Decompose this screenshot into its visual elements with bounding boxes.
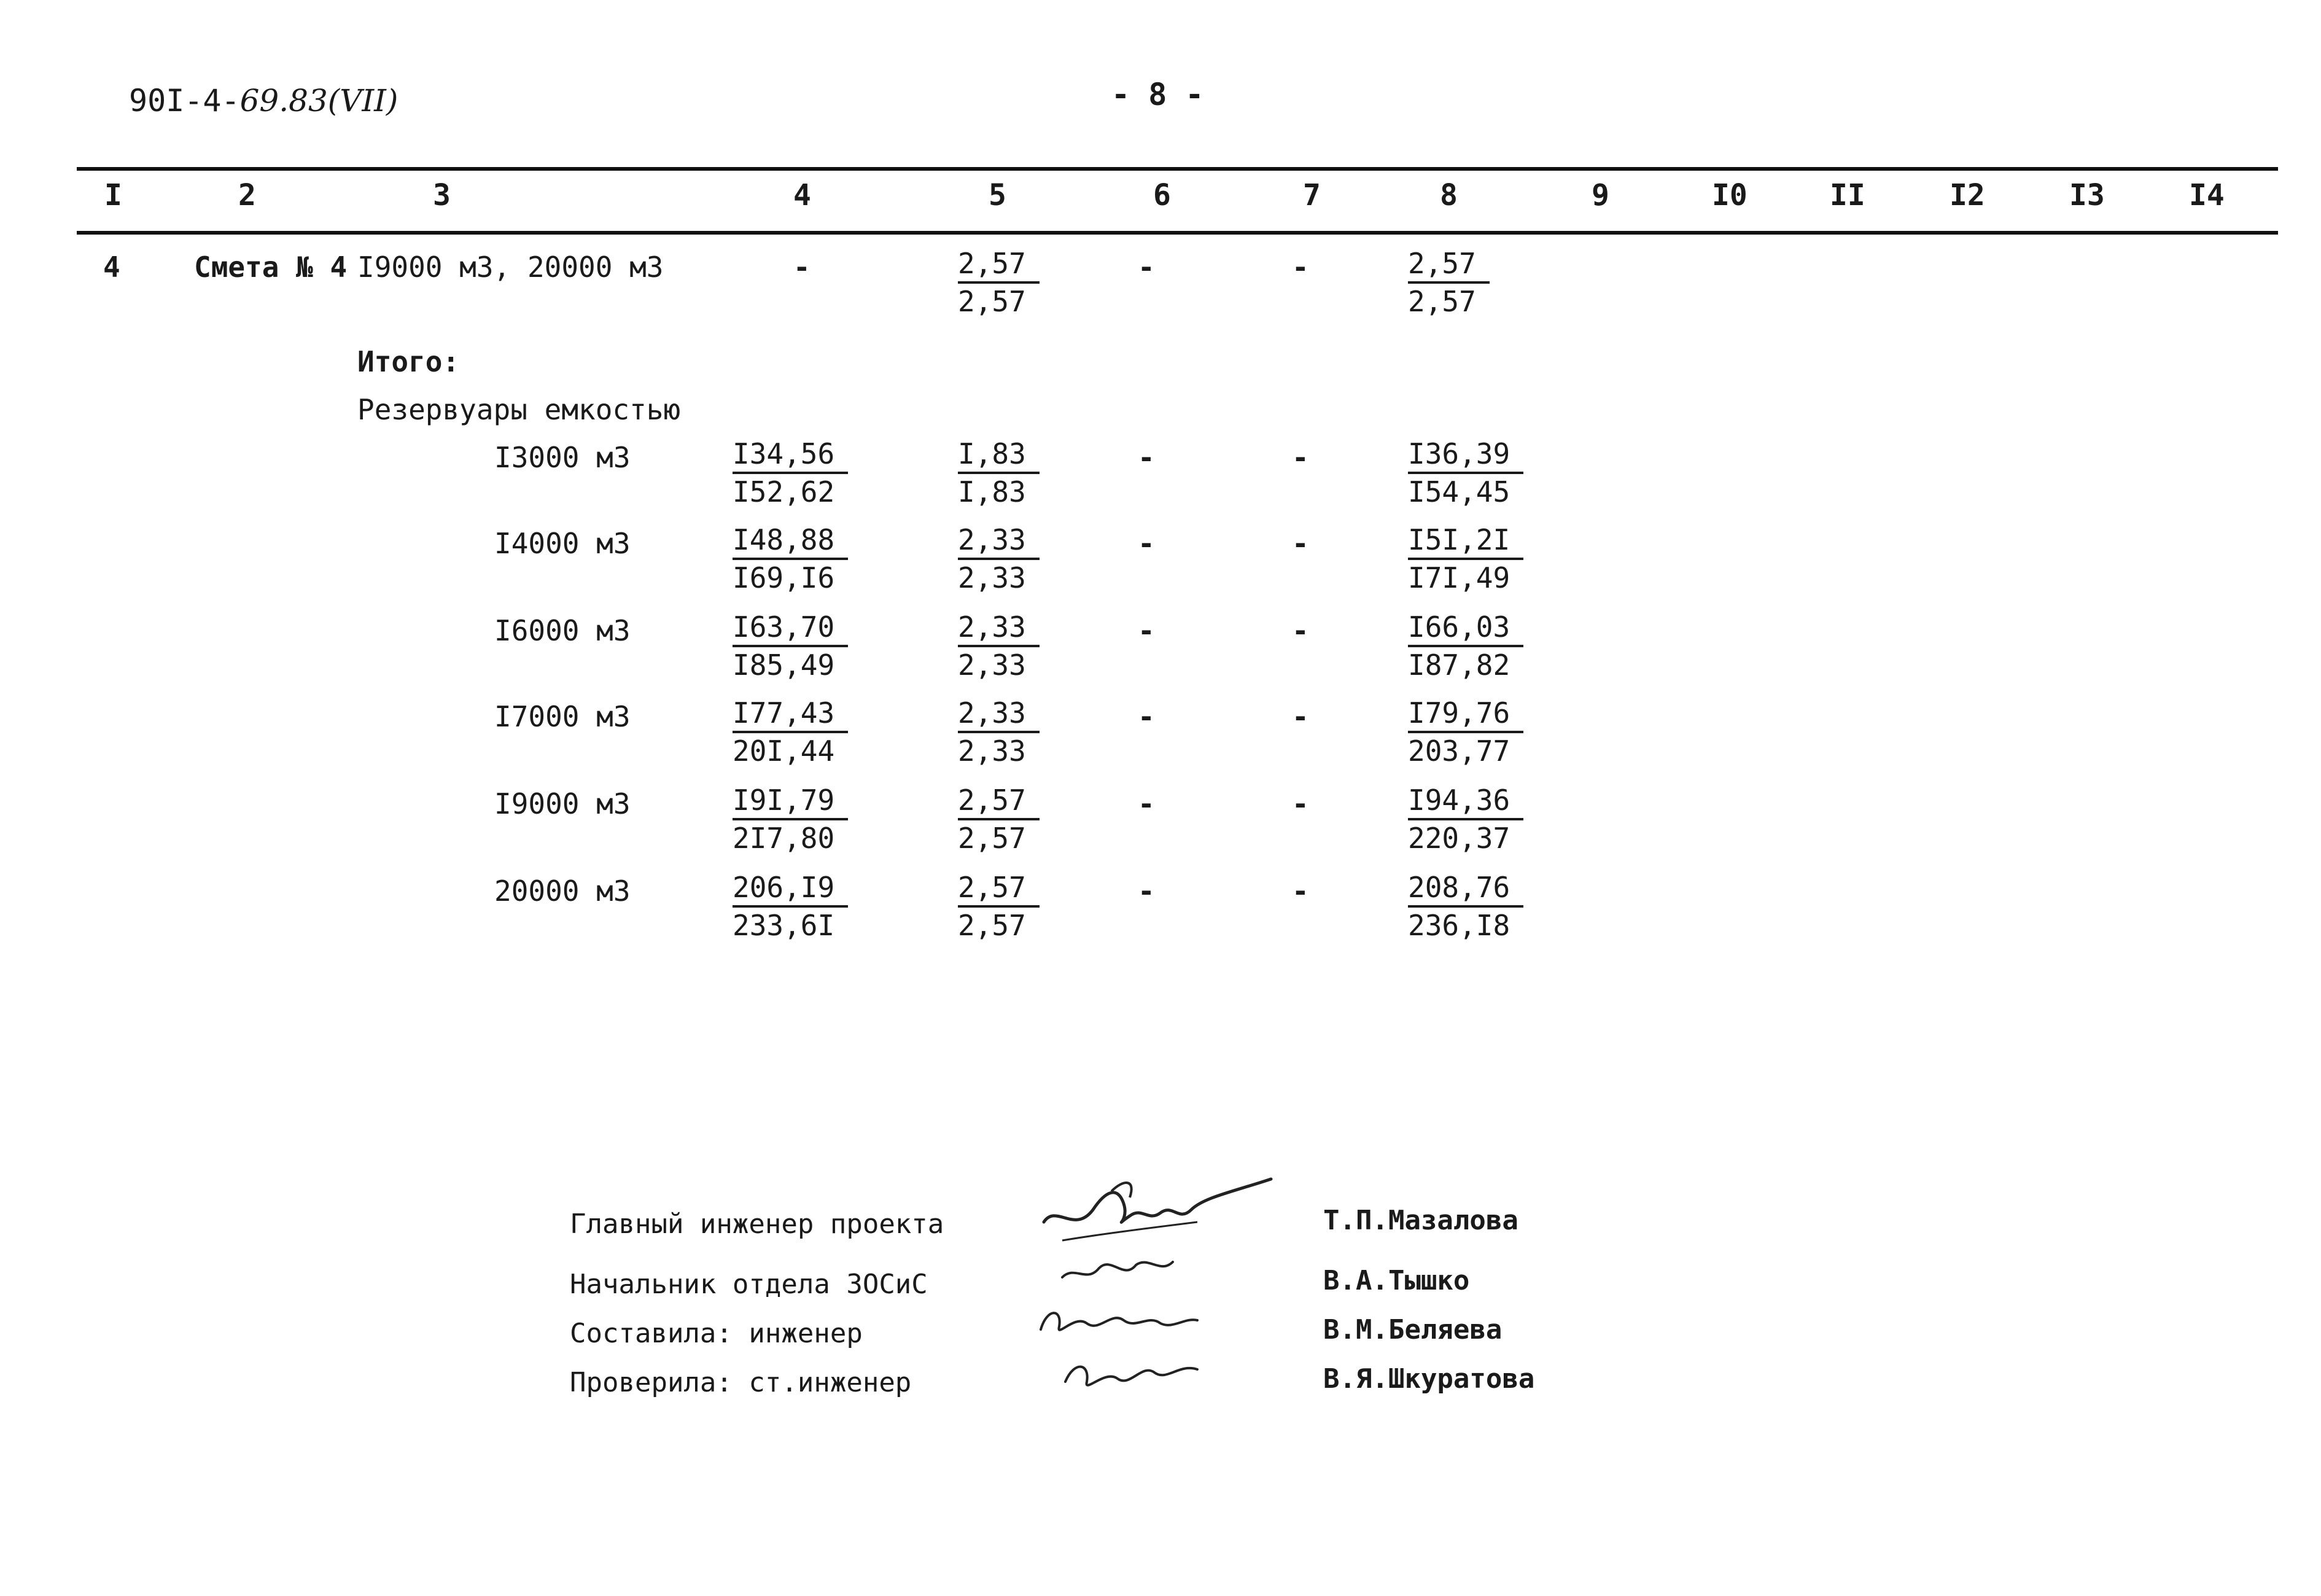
col-header-4: 4 (793, 178, 811, 212)
handwritten-signature-1 (1038, 1167, 1283, 1247)
reservoir-capacity: I4000 м3 (494, 527, 631, 560)
reservoir-col5 (958, 870, 1040, 943)
signature-role-3: Составила: инженер (570, 1318, 863, 1349)
reservoir-capacity: I7000 м3 (494, 700, 631, 733)
col-header-2: 2 (238, 178, 256, 212)
row4-estimate-name: Смета № 4 (194, 251, 348, 284)
document-code (129, 83, 398, 119)
reservoir-col7: - (1292, 614, 1309, 647)
reservoir-col5-bottom: 2,33 (958, 734, 1026, 768)
reservoir-col4-top: I63,70 (733, 609, 848, 647)
row4-col8 (1408, 246, 1490, 319)
row4-col6: - (1138, 251, 1155, 284)
reservoir-col5 (958, 609, 1040, 683)
reservoir-col8-top: I94,36 (1408, 782, 1523, 820)
col-header-1: I (104, 178, 122, 212)
table-header-rule (77, 231, 2278, 235)
reservoir-col5-top: I,83 (958, 436, 1040, 474)
handwritten-signature-4 (1056, 1345, 1216, 1400)
reservoir-col5 (958, 782, 1040, 856)
col-header-10: I0 (1712, 178, 1748, 212)
row4-col7: - (1292, 251, 1309, 284)
col-header-8: 8 (1440, 178, 1458, 212)
signature-name-3: В.М.Беляева (1323, 1314, 1503, 1345)
row4-col4: - (793, 251, 811, 284)
reservoir-capacity: I9000 м3 (494, 787, 631, 820)
reservoir-col8-bottom: I54,45 (1408, 475, 1510, 508)
reservoir-col5 (958, 522, 1040, 596)
col-header-5: 5 (989, 178, 1006, 212)
reservoir-col4-bottom: I85,49 (733, 648, 835, 682)
reservoir-capacity: I6000 м3 (494, 614, 631, 647)
reservoir-col8-bottom: I87,82 (1408, 648, 1510, 682)
col-header-3: 3 (433, 178, 451, 212)
reservoir-col4 (733, 609, 848, 683)
reservoir-col4-bottom: 2I7,80 (733, 822, 835, 855)
reservoir-col4-bottom: 233,6I (733, 909, 835, 942)
row4-col5 (958, 246, 1040, 319)
signature-role-1: Главный инженер проекта (570, 1209, 944, 1240)
reservoirs-label: Резервуары емкостью (357, 393, 681, 426)
col-header-6: 6 (1153, 178, 1171, 212)
col-header-11: II (1830, 178, 1865, 212)
reservoir-col5-bottom: 2,33 (958, 648, 1026, 682)
reservoir-col5-top: 2,57 (958, 870, 1040, 908)
reservoir-col4-top: I48,88 (733, 522, 848, 560)
reservoir-col4 (733, 436, 848, 510)
row4-col5-top: 2,57 (958, 246, 1040, 284)
reservoir-col8 (1408, 870, 1523, 943)
reservoir-col6: - (1138, 787, 1155, 820)
reservoir-col5-bottom: 2,33 (958, 561, 1026, 594)
signature-role-2: Начальник отдела ЗОСиС (570, 1269, 928, 1300)
reservoir-col8-bottom: 220,37 (1408, 822, 1510, 855)
row4-number: 4 (103, 251, 120, 284)
document-code-typed: 90I-4- (129, 83, 240, 119)
reservoir-col5 (958, 695, 1040, 769)
reservoir-col6: - (1138, 874, 1155, 908)
page-number: - 8 - (1111, 77, 1204, 112)
reservoir-col6: - (1138, 527, 1155, 560)
reservoir-col5-top: 2,33 (958, 609, 1040, 647)
reservoir-col8 (1408, 695, 1523, 769)
table-top-rule (77, 167, 2278, 171)
reservoir-col8-top: I5I,2I (1408, 522, 1523, 560)
reservoir-col5 (958, 436, 1040, 510)
reservoir-capacity: I3000 м3 (494, 441, 631, 474)
reservoir-col5-bottom: I,83 (958, 475, 1026, 508)
reservoir-col6: - (1138, 700, 1155, 733)
reservoir-col8-bottom: 236,I8 (1408, 909, 1510, 942)
reservoir-col4 (733, 695, 848, 769)
signature-name-1: Т.П.Мазалова (1323, 1205, 1518, 1236)
reservoir-col4-top: I9I,79 (733, 782, 848, 820)
reservoir-col4-top: 206,I9 (733, 870, 848, 908)
reservoir-col5-top: 2,33 (958, 522, 1040, 560)
reservoir-col4-bottom: 20I,44 (733, 734, 835, 768)
reservoir-col5-bottom: 2,57 (958, 909, 1026, 942)
document-code-handwritten: 69.83(VII) (239, 83, 398, 119)
row4-col8-bottom: 2,57 (1408, 285, 1476, 318)
col-header-12: I2 (1950, 178, 1985, 212)
totals-label: Итого: (357, 345, 460, 378)
row4-col5-bottom: 2,57 (958, 285, 1026, 318)
reservoir-col4-top: I34,56 (733, 436, 848, 474)
reservoir-col4 (733, 782, 848, 856)
reservoir-col7: - (1292, 787, 1309, 820)
handwritten-signature-2 (1056, 1247, 1240, 1290)
reservoir-col7: - (1292, 527, 1309, 560)
reservoir-col4 (733, 522, 848, 596)
reservoir-col4 (733, 870, 848, 943)
signature-role-4: Проверила: ст.инженер (570, 1367, 912, 1398)
reservoir-col6: - (1138, 614, 1155, 647)
reservoir-col8 (1408, 522, 1523, 596)
col-header-13: I3 (2069, 178, 2105, 212)
reservoir-col8-bottom: 203,77 (1408, 734, 1510, 768)
col-header-7: 7 (1303, 178, 1321, 212)
row4-col8-top: 2,57 (1408, 246, 1490, 284)
reservoir-col7: - (1292, 874, 1309, 908)
reservoir-col8 (1408, 609, 1523, 683)
reservoir-col8-top: 208,76 (1408, 870, 1523, 908)
reservoir-col8-top: I36,39 (1408, 436, 1523, 474)
reservoir-col4-top: I77,43 (733, 695, 848, 733)
reservoir-col5-top: 2,33 (958, 695, 1040, 733)
col-header-14: I4 (2189, 178, 2225, 212)
reservoir-col8-top: I66,03 (1408, 609, 1523, 647)
signature-name-4: В.Я.Шкуратова (1323, 1363, 1535, 1395)
reservoir-col7: - (1292, 441, 1309, 474)
reservoir-col7: - (1292, 700, 1309, 733)
reservoir-col8-bottom: I7I,49 (1408, 561, 1510, 594)
reservoir-col5-top: 2,57 (958, 782, 1040, 820)
signature-name-2: В.А.Тышко (1323, 1265, 1470, 1296)
reservoir-col8 (1408, 436, 1523, 510)
reservoir-col4-bottom: I69,I6 (733, 561, 835, 594)
reservoir-col4-bottom: I52,62 (733, 475, 835, 508)
reservoir-col6: - (1138, 441, 1155, 474)
row4-description: I9000 м3, 20000 м3 (357, 251, 664, 284)
reservoir-col8-top: I79,76 (1408, 695, 1523, 733)
col-header-9: 9 (1592, 178, 1609, 212)
handwritten-signature-3 (1032, 1296, 1216, 1345)
reservoir-capacity: 20000 м3 (494, 874, 631, 908)
reservoir-col8 (1408, 782, 1523, 856)
reservoir-col5-bottom: 2,57 (958, 822, 1026, 855)
